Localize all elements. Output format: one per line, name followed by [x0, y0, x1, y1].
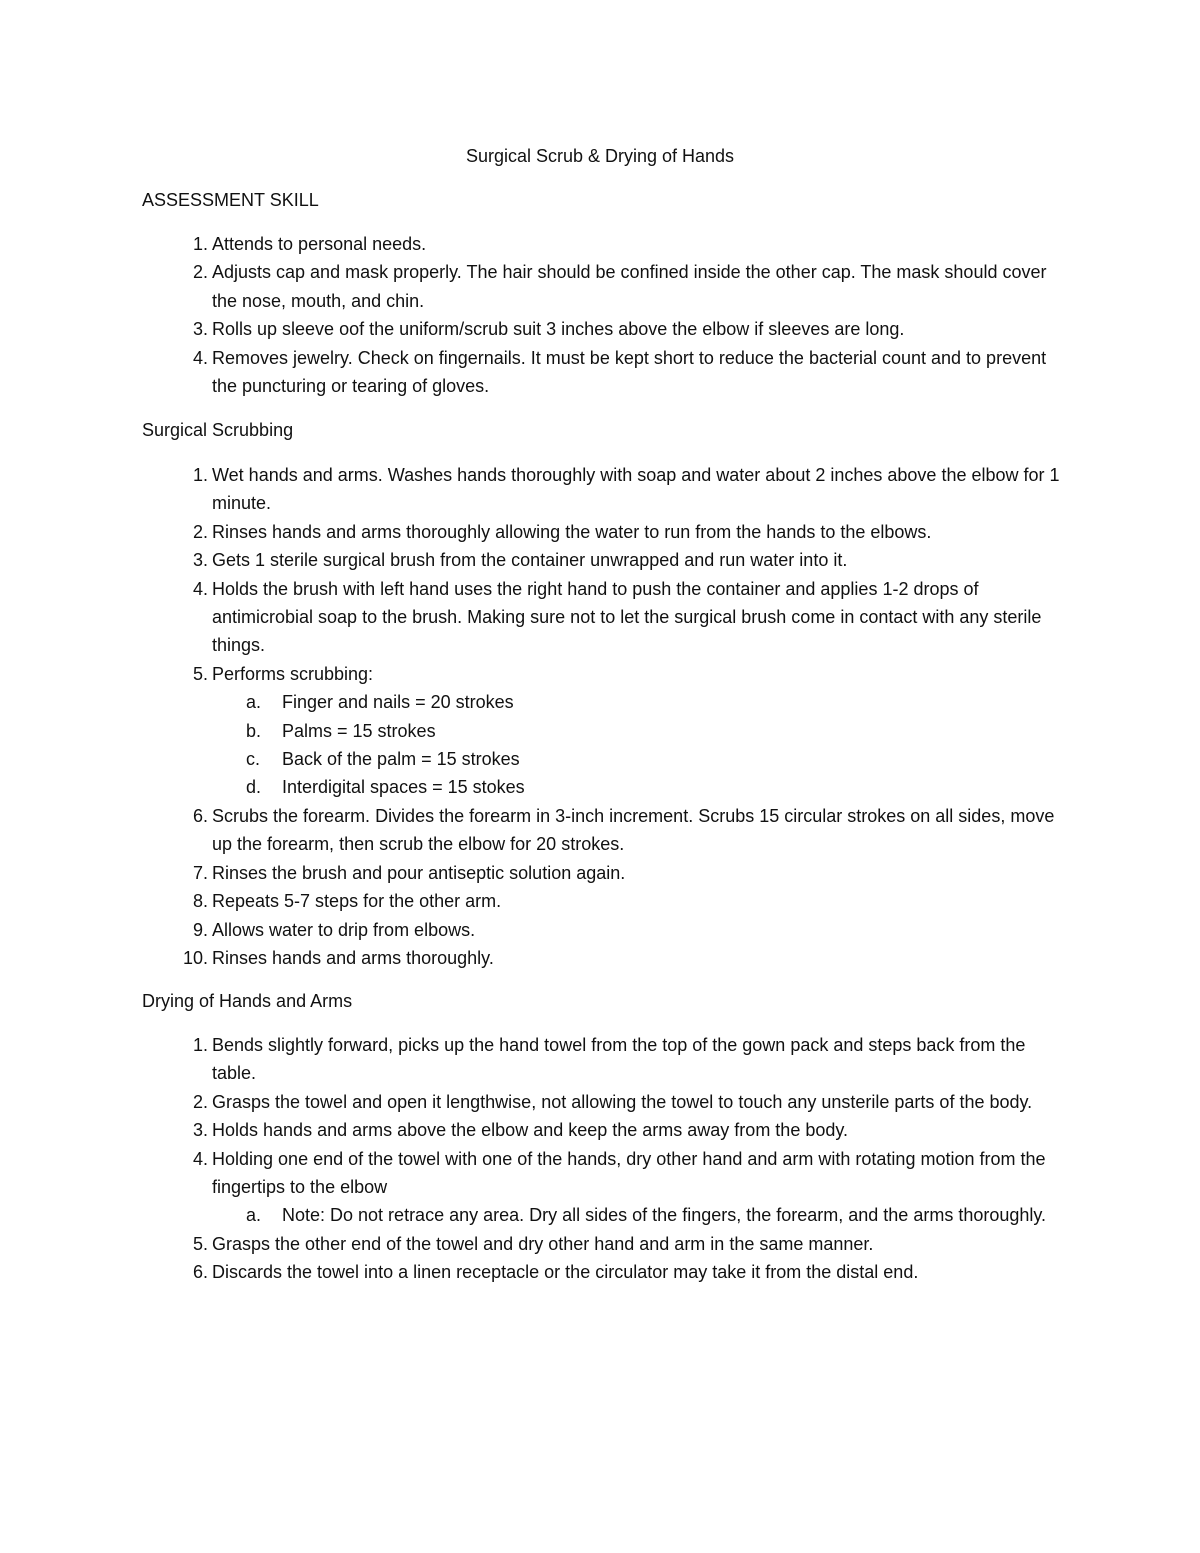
item-text: Scrubs the forearm. Divides the forearm in 3-inch increment. Scrubs 15 circular strokes on all sides, move up the forearm, then scrub the elbow for 20 strokes. [212, 805, 1055, 855]
item-text: Repeats 5-7 steps for the other arm. [212, 891, 502, 912]
list-item [142, 1230, 1072, 1258]
subitem-letter: b. [246, 720, 262, 741]
section-heading-scrubbing: Surgical Scrubbing [142, 420, 294, 440]
list-item [142, 518, 1072, 546]
sublist-item [212, 745, 1072, 773]
item-text: Holding one end of the towel with one of the hands, dry other hand and arm with rotating motion from the fingertips to the elbow [212, 1148, 1046, 1198]
drying-list [142, 1031, 1072, 1287]
list-item [142, 944, 1072, 972]
list-item [142, 1145, 1072, 1230]
document-title: Surgical Scrub & Drying of Hands [465, 146, 735, 166]
item-number: 3. [192, 319, 208, 340]
list-item [142, 916, 1072, 944]
list-item [142, 258, 1072, 315]
item-text: Grasps the other end of the towel and dry other hand and arm in the same manner. [212, 1233, 874, 1254]
subitem-letter: d. [246, 777, 262, 798]
item-number: 2. [192, 521, 208, 542]
list-item [142, 546, 1072, 574]
subitem-letter: c. [246, 749, 261, 770]
list-item [142, 1258, 1072, 1286]
section-heading-assessment: ASSESSMENT SKILL [142, 190, 319, 210]
item-text: Bends slightly forward, picks up the hand towel from the top of the gown pack and steps back from the table. [212, 1035, 1026, 1084]
list-item [142, 575, 1072, 660]
item-text: Gets 1 sterile surgical brush from the container unwrapped and run water into it. [212, 550, 848, 571]
assessment-list [142, 230, 1072, 400]
list-item [142, 887, 1072, 915]
item-number: 5. [192, 663, 208, 684]
list-item [142, 461, 1072, 518]
item-number: 6. [192, 805, 208, 826]
subitem-text: Note: Do not retrace any area. Dry all sides of the fingers, the forearm, and the arms thoroughly. [282, 1205, 1047, 1226]
drying-sublist [212, 1201, 1072, 1229]
item-number: 3. [192, 550, 208, 571]
item-number: 4. [192, 578, 208, 599]
item-number: 2. [192, 1091, 208, 1112]
subitem-letter: a. [246, 1205, 262, 1226]
subitem-text: Finger and nails = 20 strokes [282, 692, 514, 713]
item-number: 8. [192, 891, 208, 912]
list-item [142, 1116, 1072, 1144]
sublist-item [212, 773, 1072, 801]
sublist-item [212, 717, 1072, 745]
item-number: 1. [192, 465, 208, 485]
item-text: Rinses hands and arms thoroughly allowing the water to run from the hands to the elbows. [212, 521, 932, 542]
item-text: Rinses hands and arms thoroughly. [212, 947, 494, 968]
scrubbing-sublist [212, 688, 1072, 802]
item-text: Grasps the towel and open it lengthwise, not allowing the towel to touch any unsterile parts of the body. [212, 1091, 1033, 1112]
list-item [142, 660, 1072, 802]
subitem-text: Interdigital spaces = 15 stokes [282, 777, 525, 798]
list-item [142, 859, 1072, 887]
item-text: Removes jewelry. Check on fingernails. It must be kept short to reduce the bacterial count and to prevent the puncturing or tearing of gloves. [212, 347, 1047, 397]
scrubbing-list [142, 461, 1072, 972]
item-number: 1. [192, 234, 208, 254]
item-number: 1. [192, 1035, 208, 1055]
item-number: 3. [192, 1120, 208, 1141]
item-number: 10. [182, 947, 208, 968]
section-heading-drying: Drying of Hands and Arms [142, 991, 353, 1011]
item-number: 7. [192, 862, 208, 883]
subitem-letter: a. [246, 692, 262, 713]
item-number: 9. [192, 919, 208, 940]
item-text: Holds the brush with left hand uses the right hand to push the container and applies 1-2 drops of antimicrobial soap to the brush. Making sure not to let the surgical brush come in contact with any sterile things. [212, 578, 1042, 656]
subitem-text: Back of the palm = 15 strokes [282, 749, 520, 770]
list-item [142, 1031, 1072, 1088]
item-number: 4. [192, 347, 208, 368]
item-text: Discards the towel into a linen receptacle or the circulator may take it from the distal end. [212, 1262, 919, 1283]
item-number: 2. [192, 262, 208, 283]
subitem-text: Palms = 15 strokes [282, 720, 436, 741]
sublist-item [212, 688, 1072, 716]
list-item [142, 230, 1072, 258]
item-number: 6. [192, 1262, 208, 1283]
item-text: Rolls up sleeve oof the uniform/scrub suit 3 inches above the elbow if sleeves are long. [212, 319, 905, 340]
list-item [142, 315, 1072, 343]
list-item [142, 1088, 1072, 1116]
item-number: 5. [192, 1233, 208, 1254]
item-text: Allows water to drip from elbows. [212, 919, 476, 940]
item-text: Holds hands and arms above the elbow and keep the arms away from the body. [212, 1120, 849, 1141]
item-text: Adjusts cap and mask properly. The hair should be confined inside the other cap. The mask should cover the nose, mouth, and chin. [212, 262, 1047, 311]
list-item [142, 344, 1072, 401]
sublist-item [212, 1201, 1072, 1229]
item-text: Rinses the brush and pour antiseptic solution again. [212, 862, 626, 883]
item-text: Performs scrubbing: [212, 663, 374, 684]
item-text: Wet hands and arms. Washes hands thoroughly with soap and water about 2 inches above the elbow for 1 minute. [212, 465, 1060, 514]
item-text: Attends to personal needs. [212, 234, 427, 254]
list-item [142, 802, 1072, 859]
item-number: 4. [192, 1148, 208, 1169]
